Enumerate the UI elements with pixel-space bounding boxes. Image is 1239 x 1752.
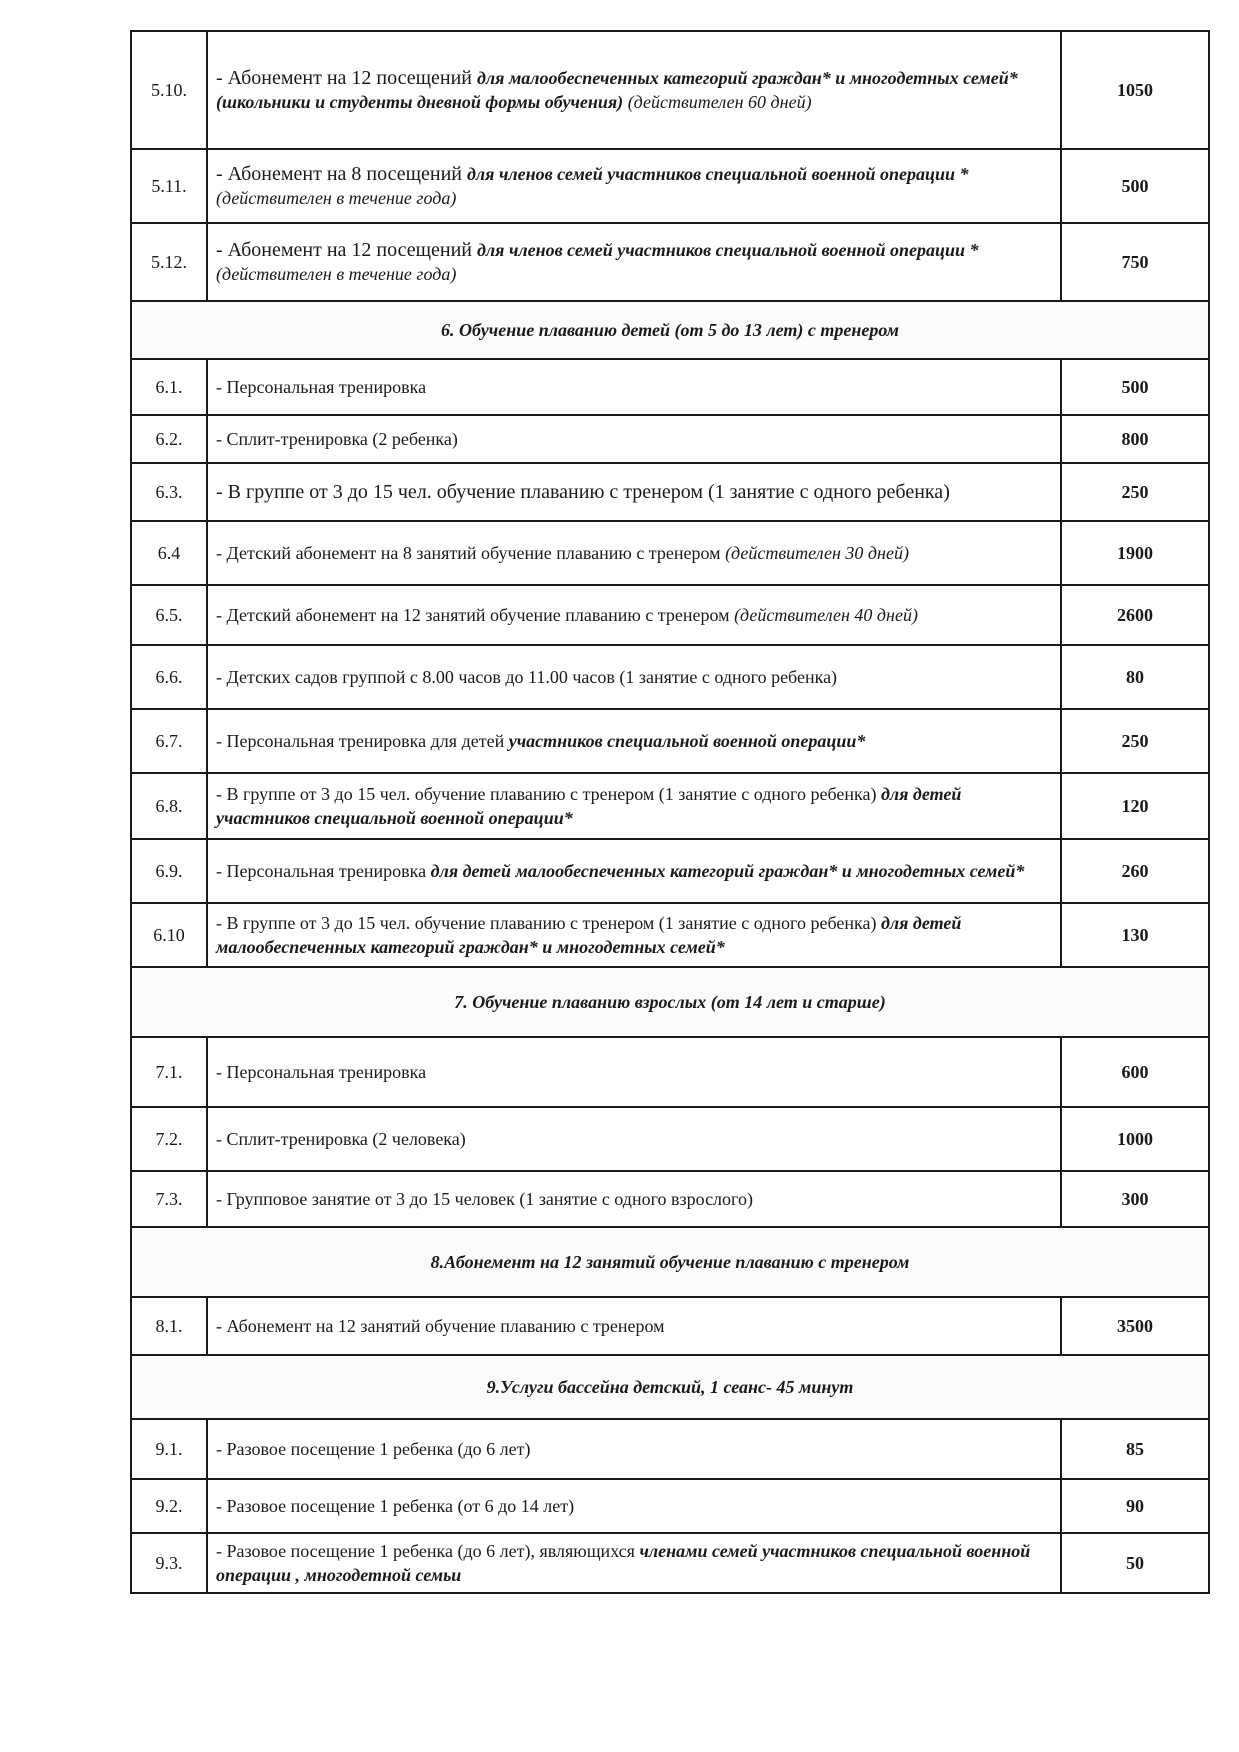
price-value: 1900 xyxy=(1061,521,1209,585)
section-title: 7. Обучение плаванию взрослых (от 14 лет и старше) xyxy=(131,967,1209,1037)
service-description xyxy=(207,1037,1061,1107)
service-description xyxy=(207,1107,1061,1171)
row-number: 7.3. xyxy=(131,1171,207,1227)
service-description xyxy=(207,645,1061,709)
description-text: (действителен в течение года) xyxy=(216,188,457,208)
description-text: - Разовое посещение 1 ребенка (до 6 лет), являющихся xyxy=(216,1541,640,1561)
price-value: 500 xyxy=(1061,149,1209,223)
price-value: 800 xyxy=(1061,415,1209,463)
table-row xyxy=(131,31,1209,149)
row-number: 6.8. xyxy=(131,773,207,839)
row-number: 5.10. xyxy=(131,31,207,149)
service-description xyxy=(207,903,1061,967)
section-row xyxy=(131,1355,1209,1419)
row-number: 5.12. xyxy=(131,223,207,301)
price-list-page xyxy=(130,30,1210,1594)
service-description xyxy=(207,1171,1061,1227)
row-number: 6.7. xyxy=(131,709,207,773)
table-row xyxy=(131,521,1209,585)
service-description xyxy=(207,1479,1061,1533)
description-text: - Абонемент на 12 занятий обучение плаванию с тренером xyxy=(216,1316,665,1336)
service-description xyxy=(207,1297,1061,1355)
service-description xyxy=(207,709,1061,773)
description-text: (действителен в течение года) xyxy=(216,264,457,284)
section-row xyxy=(131,967,1209,1037)
row-number: 6.3. xyxy=(131,463,207,521)
row-number: 7.1. xyxy=(131,1037,207,1107)
table-row xyxy=(131,903,1209,967)
description-text: - Детский абонемент на 8 занятий обучение плаванию с тренером xyxy=(216,543,726,563)
description-text: для детей малообеспеченных категорий граждан* и многодетных семей* xyxy=(430,861,1025,881)
service-description xyxy=(207,223,1061,301)
table-row xyxy=(131,645,1209,709)
section-row xyxy=(131,1227,1209,1297)
price-value: 260 xyxy=(1061,839,1209,903)
section-row xyxy=(131,301,1209,359)
row-number: 6.6. xyxy=(131,645,207,709)
description-text: - Детский абонемент на 12 занятий обучение плаванию с тренером xyxy=(216,605,735,625)
row-number: 7.2. xyxy=(131,1107,207,1171)
service-description xyxy=(207,31,1061,149)
service-description xyxy=(207,1419,1061,1479)
description-text: - Персональная тренировка для детей xyxy=(216,731,509,751)
section-title: 6. Обучение плаванию детей (от 5 до 13 лет) с тренером xyxy=(131,301,1209,359)
service-description xyxy=(207,415,1061,463)
row-number: 6.1. xyxy=(131,359,207,415)
table-row xyxy=(131,463,1209,521)
service-description xyxy=(207,1533,1061,1593)
service-description xyxy=(207,521,1061,585)
table-row xyxy=(131,1479,1209,1533)
description-text: - Абонемент на 8 посещений xyxy=(216,163,467,185)
price-value: 250 xyxy=(1061,463,1209,521)
description-text: для детей участников специальной военной операции* xyxy=(216,784,962,828)
table-row xyxy=(131,1533,1209,1593)
price-value: 90 xyxy=(1061,1479,1209,1533)
price-value: 130 xyxy=(1061,903,1209,967)
description-text: - Групповое занятие от 3 до 15 человек (1 занятие с одного взрослого) xyxy=(216,1189,753,1209)
price-value: 1000 xyxy=(1061,1107,1209,1171)
description-text: - Разовое посещение 1 ребенка (до 6 лет) xyxy=(216,1439,531,1459)
row-number: 9.3. xyxy=(131,1533,207,1593)
description-text: - Абонемент на 12 посещений xyxy=(216,239,477,261)
description-text: для детей малообеспеченных категорий граждан* и многодетных семей* xyxy=(216,913,962,957)
description-text: участников специальной военной операции* xyxy=(508,731,866,751)
description-text: - В группе от 3 до 15 чел. обучение плаванию с тренером (1 занятие с одного ребенка) xyxy=(216,784,881,804)
description-text: - Персональная тренировка xyxy=(216,861,431,881)
row-number: 6.4 xyxy=(131,521,207,585)
description-text: - В группе от 3 до 15 чел. обучение плаванию с тренером (1 занятие с одного ребенка) xyxy=(216,913,881,933)
service-description xyxy=(207,773,1061,839)
description-text: (действителен 40 дней) xyxy=(734,605,918,625)
description-text: - Сплит-тренировка (2 ребенка) xyxy=(216,429,458,449)
description-text: членами семей участников специальной военной операции , многодетной семьи xyxy=(216,1541,1031,1585)
service-description xyxy=(207,839,1061,903)
table-row xyxy=(131,1297,1209,1355)
table-row xyxy=(131,773,1209,839)
row-number: 6.5. xyxy=(131,585,207,645)
description-text: для членов семей участников специальной военной операции * xyxy=(467,164,969,184)
description-text: - Персональная тренировка xyxy=(216,1062,427,1082)
description-text: - Сплит-тренировка (2 человека) xyxy=(216,1129,466,1149)
price-value: 85 xyxy=(1061,1419,1209,1479)
row-number: 8.1. xyxy=(131,1297,207,1355)
table-row xyxy=(131,1419,1209,1479)
table-row xyxy=(131,1107,1209,1171)
table-row xyxy=(131,149,1209,223)
price-table xyxy=(130,30,1210,1594)
price-table-body xyxy=(131,31,1209,1593)
description-text: - Абонемент на 12 посещений xyxy=(216,67,477,89)
price-value: 1050 xyxy=(1061,31,1209,149)
table-row xyxy=(131,359,1209,415)
price-value: 3500 xyxy=(1061,1297,1209,1355)
service-description xyxy=(207,359,1061,415)
table-row xyxy=(131,415,1209,463)
description-text: для членов семей участников специальной военной операции * xyxy=(477,240,979,260)
description-text: (действителен 60 дней) xyxy=(623,92,812,112)
row-number: 6.10 xyxy=(131,903,207,967)
section-title: 8.Абонемент на 12 занятий обучение плаванию с тренером xyxy=(131,1227,1209,1297)
description-text: - Детских садов группой с 8.00 часов до 11.00 часов (1 занятие с одного ребенка) xyxy=(216,667,838,687)
price-value: 300 xyxy=(1061,1171,1209,1227)
description-text: для малообеспеченных категорий граждан* и многодетных семей* (школьники и студенты дневной формы обучения) xyxy=(216,68,1018,112)
section-title: 9.Услуги бассейна детский, 1 сеанс- 45 минут xyxy=(131,1355,1209,1419)
description-text: - В группе от 3 до 15 чел. обучение плаванию с тренером (1 занятие с одного ребенка) xyxy=(216,481,950,503)
price-value: 80 xyxy=(1061,645,1209,709)
table-row xyxy=(131,585,1209,645)
description-text: (действителен 30 дней) xyxy=(725,543,909,563)
description-text: - Персональная тренировка xyxy=(216,377,427,397)
service-description xyxy=(207,463,1061,521)
row-number: 9.1. xyxy=(131,1419,207,1479)
table-row xyxy=(131,839,1209,903)
price-value: 600 xyxy=(1061,1037,1209,1107)
table-row xyxy=(131,709,1209,773)
row-number: 6.2. xyxy=(131,415,207,463)
price-value: 2600 xyxy=(1061,585,1209,645)
price-value: 50 xyxy=(1061,1533,1209,1593)
table-row xyxy=(131,1037,1209,1107)
row-number: 9.2. xyxy=(131,1479,207,1533)
price-value: 120 xyxy=(1061,773,1209,839)
price-value: 250 xyxy=(1061,709,1209,773)
price-value: 500 xyxy=(1061,359,1209,415)
row-number: 6.9. xyxy=(131,839,207,903)
service-description xyxy=(207,585,1061,645)
table-row xyxy=(131,223,1209,301)
row-number: 5.11. xyxy=(131,149,207,223)
price-value: 750 xyxy=(1061,223,1209,301)
description-text: - Разовое посещение 1 ребенка (от 6 до 14 лет) xyxy=(216,1496,575,1516)
service-description xyxy=(207,149,1061,223)
table-row xyxy=(131,1171,1209,1227)
